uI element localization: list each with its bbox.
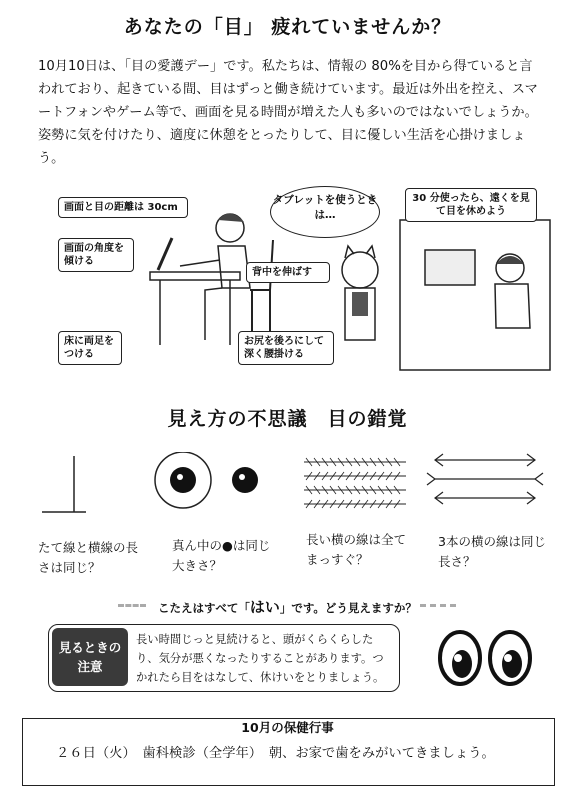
callout-distance: 画面と目の距離は 30cm: [58, 197, 188, 218]
illusion-q2: 真ん中の●は同じ大きさ？: [172, 538, 271, 573]
rest-note: 30 分使ったら、遠くを見て目を休めよう: [405, 188, 537, 222]
illusion-title: 見え方の不思議 目の錯覚: [167, 408, 408, 430]
notice-label-line2: 注意: [77, 659, 103, 674]
notice-label-line1: 見るときの: [58, 640, 122, 655]
page-title: あなたの「目」 疲れていませんか？: [123, 16, 452, 38]
answer-prefix: こたえはすべて「: [158, 601, 250, 615]
illusion-q3: 長い横の線は全てまっすぐ？: [306, 532, 407, 567]
illusion-q4: 3本の横の線は同じ長さ？: [438, 534, 546, 569]
big-eyes-icon: [436, 618, 536, 690]
answer-dash-right: [420, 604, 456, 607]
callout-angle: 画面の角度を傾ける: [58, 238, 134, 272]
answer-line: [0, 596, 575, 617]
illusion-t-lines: [40, 450, 90, 520]
callout-sit: お尻を後ろにして深く腰掛ける: [238, 331, 334, 365]
notice-label: [52, 628, 128, 686]
illusion-q1: たて線と横線の長さは同じ？: [38, 540, 139, 575]
callout-feet: 床に両足をつける: [58, 331, 122, 365]
intro-paragraph: 10月10日は、「目の愛護デー」です。私たちは、情報の 80%を目から得ていると言われており、起きている間、目はずっと働き続けています。最近は外出を控え、スマートフォンやゲーム等で、画面を見る時間が増えた人も多いのではないでしょうか。姿勢に気を付けたり、適度に休憩をとったりして、目に優しい生活を心掛けましょう。: [38, 59, 538, 166]
answer-word: はい: [249, 598, 280, 616]
tablet-speech-bubble: タブレットを使うときは…: [270, 186, 380, 238]
answer-suffix: 」です。どう見えますか？: [279, 601, 417, 615]
event-title: 10月の保健行事: [241, 720, 334, 735]
illusion-arrow-lines: [425, 452, 545, 508]
notice-text: 長い時間じっと見続けると、頭がくらくらしたり、気分が悪くなったりすることがあります。つかれたら目をはなして、休けいをとりましょう。: [136, 633, 385, 684]
illusion-hatched-lines: [300, 454, 410, 514]
callout-back: 背中を伸ばす: [246, 262, 330, 283]
event-line: ２６日（火） 歯科検診（全学年） 朝、お家で歯をみがいてきましょう。: [56, 746, 495, 761]
illusion-dots: [150, 452, 270, 512]
